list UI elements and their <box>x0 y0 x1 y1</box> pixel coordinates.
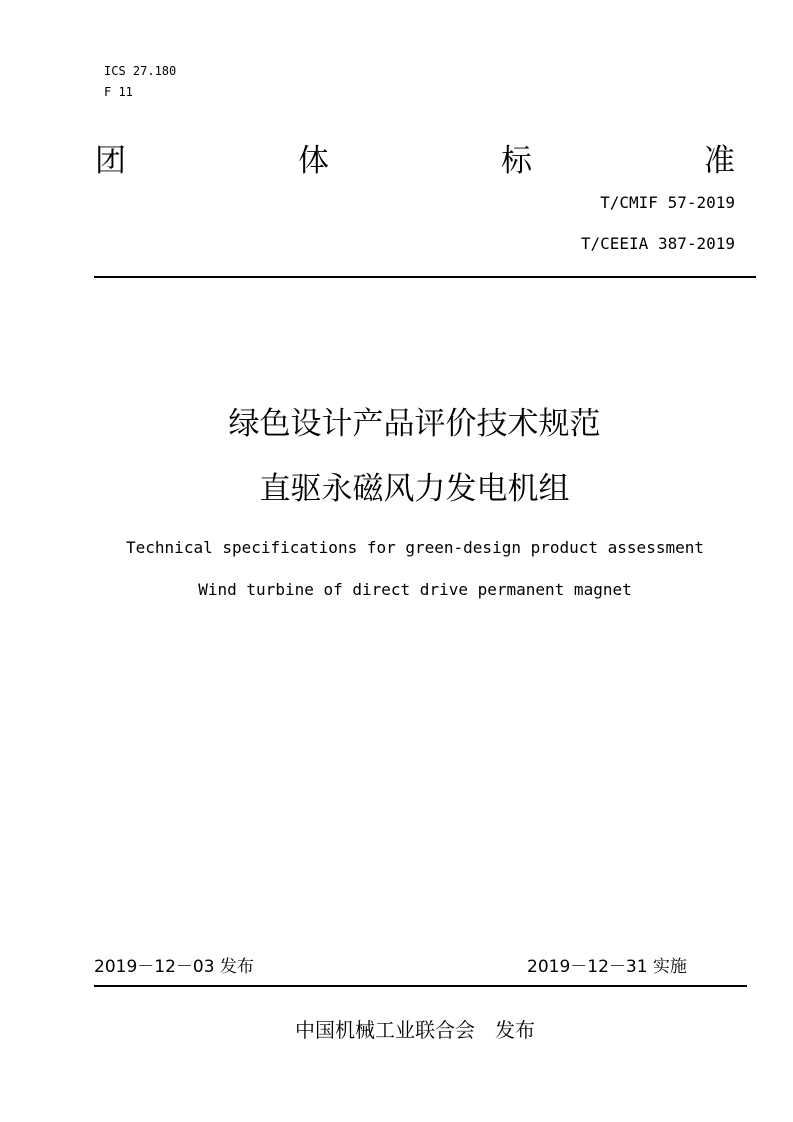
title-cn-line2: 直驱永磁风力发电机组 <box>259 471 570 507</box>
publisher-line: 中国机械工业联合会 发布 <box>295 1018 535 1042</box>
standard-type-char-2: 体 <box>298 143 329 179</box>
standard-code-secondary: T/CEEIA 387-2019 <box>580 234 735 253</box>
implement-date: 2019－12－31 实施 <box>527 957 687 977</box>
standard-code-primary: T/CMIF 57-2019 <box>600 193 735 212</box>
header-rule <box>94 276 756 278</box>
title-en-line1: Technical specifications for green-design product assessment <box>126 538 704 557</box>
standard-type-char-4: 准 <box>704 143 735 179</box>
title-cn-line1: 绿色设计产品评价技术规范 <box>228 406 601 442</box>
standard-type-char-1: 团 <box>95 143 126 179</box>
standard-type-char-3: 标 <box>501 143 532 179</box>
ics-code: ICS 27.180 <box>104 64 177 78</box>
ccs-code: F 11 <box>104 85 133 99</box>
issue-date: 2019－12－03 发布 <box>94 957 254 977</box>
title-en-line2: Wind turbine of direct drive permanent magnet <box>198 580 632 599</box>
footer-rule <box>94 985 747 987</box>
